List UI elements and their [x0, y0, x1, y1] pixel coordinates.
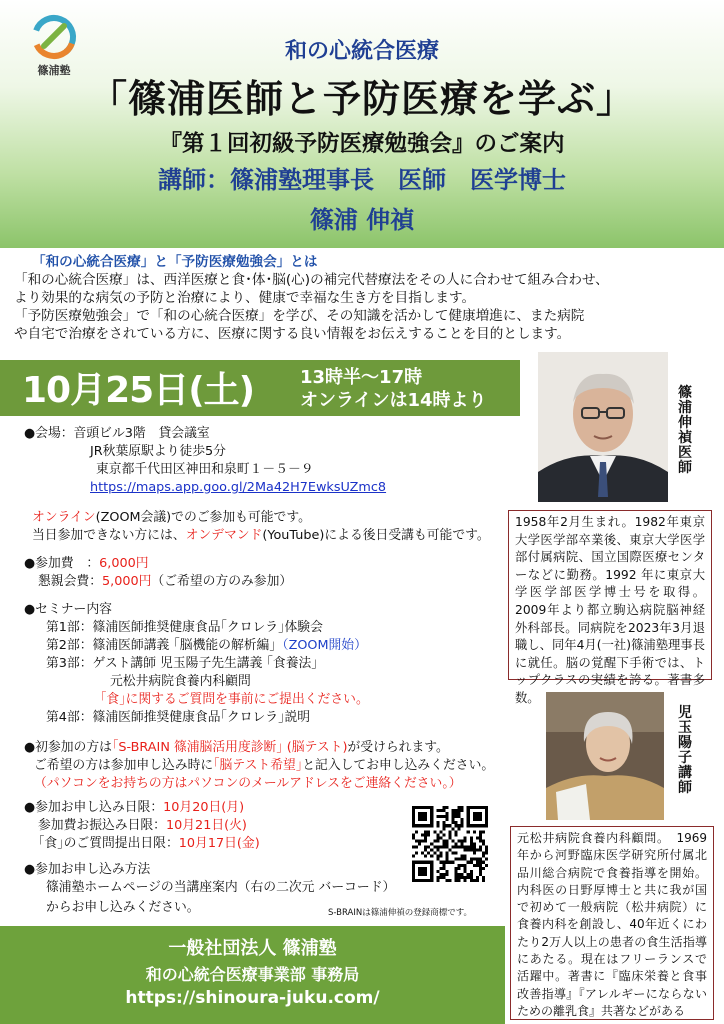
online-text: (YouTube)による後日受講も可能です。 [262, 528, 490, 543]
deadline-label: ●参加お申し込み日限： [24, 800, 164, 815]
brain-text: ご希望の方は参加申し込み時に [34, 758, 214, 773]
intro-line: より効果的な病気の予防と治療により、健康で幸福な生き方を目指します。 [14, 290, 476, 306]
seminar-heading: ●セミナー内容 [24, 602, 112, 617]
venue-map-link[interactable] [90, 480, 386, 496]
intro-line: 「和の心統合医療」は、西洋医療と食･体･脳(心)の補完代替療法をその人に合わせて組み合わせ、 [14, 272, 609, 288]
seminar-part3-sub: 元松井病院食養内科顧問 [110, 674, 251, 689]
online-highlight: オンライン [32, 510, 96, 525]
deadline-label: ｢食｣のご質問提出日限： [38, 836, 179, 851]
brain-line-3: （パソコンをお持ちの方はパソコンのメールアドレスをご連絡ください。） [34, 776, 462, 791]
trademark-note: S-BRAINは篠浦伸禎の登録商標です。 [328, 908, 473, 918]
event-time: 13時半～17時 [300, 367, 423, 388]
qr-code[interactable] [412, 806, 488, 882]
brain-test-highlight: ｢脳テスト希望｣ [213, 758, 303, 773]
intro-line: や自宅で治療をされている方に、医療に関する良い情報をお伝えすることを目的とします。 [14, 326, 571, 342]
online-text: 当日参加できない方には、 [32, 528, 186, 543]
speaker2-name: 児 玉 陽 子 講 師 [678, 705, 692, 796]
speaker2-photo [546, 692, 664, 820]
method-heading: ●参加お申し込み方法 [24, 862, 151, 877]
speaker1-bio: 1958年2月生まれ。1982年東京大学医学部卒業後、東京大学医学部付属病院、国立国際医療センターなどに勤務。1992 年に東京大学医学部医学博士号を取得。2009年より都立駒込病院脳神経外科部長。同病院を2023年3月退職し、同年4月(一社)篠浦塾理事長に就任。脳の覚醒下手術では、トップクラスの実績を誇る。著書多数。 [508, 510, 712, 680]
venue-access: JR秋葉原駅より徒歩5分 [90, 444, 226, 459]
lecturer-name: 篠浦 伸禎 [309, 206, 415, 234]
deadline-apply [24, 800, 244, 816]
deadline-payment [38, 818, 247, 834]
speaker1-name: 篠 浦 伸 禎 医 師 [678, 385, 692, 476]
logo-text: 篠浦塾 [37, 64, 71, 77]
venue-label: ●会場：音頭ビル3階 貸会議室 [24, 426, 210, 441]
seminar-part1: 第1部：篠浦医師推奨健康食品｢クロレラ｣体験会 [46, 620, 323, 635]
ondemand-highlight: オンデマンド [185, 528, 263, 543]
method-line-1: 篠浦塾ホームページの当講座案内（右の二次元 バーコード） [46, 880, 396, 895]
lecturer-line: 講師：篠浦塾理事長 医師 医学博士 [158, 166, 566, 194]
party-fee-line [38, 574, 292, 590]
intro-line: 「予防医療勉強会」で「和の心統合医療」を学び、その知識を活かして健康増進に、また病院 [14, 308, 585, 324]
fee-label: ●参加費 ： [24, 556, 100, 571]
org-name: 和の心統合医療 [284, 39, 439, 64]
seminar-part3: 第3部：ゲスト講師 児玉陽子先生講義 ｢食養法｣ [46, 656, 318, 671]
deadline-label: 参加費お振込み日限： [38, 818, 166, 833]
online-time: オンラインは14時より [300, 390, 487, 411]
seminar-part2 [46, 638, 367, 654]
party-fee-value: 5,000円 [101, 574, 152, 589]
deadline-value: 10月20日(月) [163, 800, 245, 815]
brain-highlight: ｢S-BRAIN 篠浦脳活用度診断｣ (脳テスト) [111, 740, 348, 755]
fee-value: 6,000円 [99, 556, 149, 571]
online-text: (ZOOM会議)でのご参加も可能です。 [95, 510, 311, 525]
deadline-question [38, 836, 260, 852]
deadline-value: 10月17日(金) [178, 836, 260, 851]
intro-heading: 「和の心統合医療」と「予防医療勉強会」とは [32, 254, 318, 270]
deadline-value: 10月21日(火) [165, 818, 247, 833]
fee-line [24, 556, 149, 572]
footer-org: 一般社団法人 篠浦塾 [168, 938, 337, 959]
seminar-part4: 第4部：篠浦医師推奨健康食品｢クロレラ｣説明 [46, 710, 311, 725]
brain-line-2 [34, 758, 494, 774]
subtitle: 『第１回初級予防医療勉強会』のご案内 [159, 131, 565, 157]
online-line-2 [32, 528, 490, 544]
party-fee-note: （ご希望の方のみ参加） [151, 574, 293, 589]
footer-url[interactable]: https://shinoura-juku.com/ [125, 988, 380, 1008]
map-url[interactable]: https://maps.app.goo.gl/2Ma42H7EwksUZmc8 [90, 480, 387, 495]
party-fee-label: 懇親会費： [38, 574, 102, 589]
brain-text: が受けられます。 [347, 740, 449, 755]
method-line-2: からお申し込みください。 [46, 900, 200, 915]
event-date: 10月25日(土) [22, 370, 255, 411]
seminar-part2-text: 第2部：篠浦医師講義 ｢脳機能の解析編｣ [46, 638, 276, 653]
speaker2-bio: 元松井病院食養内科顧問。 1969年から河野臨床医学研究所付属北品川総合病院で食養指導を開始。内科医の日野厚博士と共に我が国で初めて一般病院（松井病院）に食養内科を創設し、40年近くにわたり2万人以上の患者の食生活指導にあたる。現在はフリーランスで活躍中。著書に『臨床栄養と食事改善指導』『アレルギーにならないための離乳食』共著などがある [510, 826, 714, 1020]
speaker1-photo [538, 352, 668, 502]
page-title: 「篠浦医師と予防医療を学ぶ」 [88, 77, 635, 121]
venue-address: 東京都千代田区神田和泉町１－５－９ [96, 462, 314, 477]
zoom-start-note: （ZOOM開始） [275, 638, 367, 653]
brain-line-1 [24, 740, 449, 756]
brain-text: と記入してお申し込みください。 [302, 758, 495, 773]
online-line-1 [32, 510, 311, 526]
seminar-part3-note: ｢食｣に関するご質問を事前にご提出ください。 [100, 692, 369, 707]
footer-dept: 和の心統合医療事業部 事務局 [145, 965, 360, 984]
brain-text: ●初参加の方は [24, 740, 112, 755]
